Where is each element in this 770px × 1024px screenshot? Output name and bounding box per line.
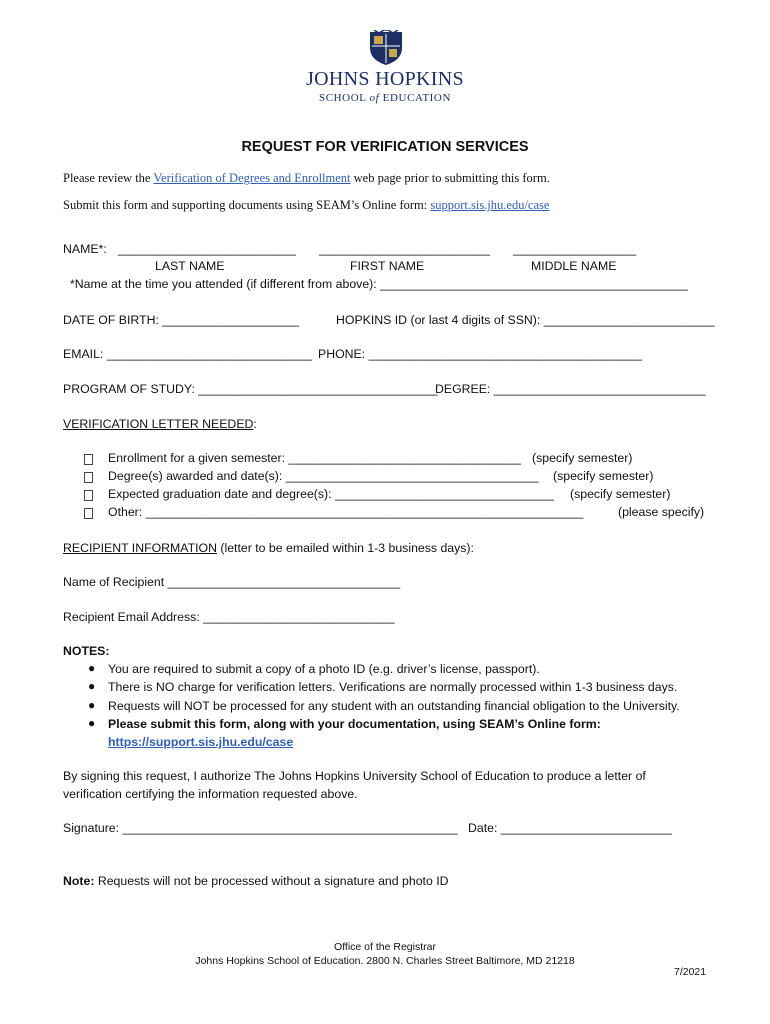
last-name-caption: LAST NAME [155,259,225,273]
logo-school [0,92,770,104]
option-note-2: (specify semester) [553,469,654,483]
note-item-4: Please submit this form, along with your documentation, using SEAM’s Online form: [108,717,601,731]
logo-school-of: of [369,92,380,104]
bullet-icon: ● [88,716,96,730]
name-label: NAME*: [63,242,107,256]
recipient-name-field[interactable]: Name of Recipient __________________________________ [63,575,401,589]
middle-name-field[interactable]: __________________ [513,242,637,256]
final-note-text: Requests will not be processed without a signature and photo ID [94,874,449,888]
intro2-prefix: Submit this form and supporting documents using SEAM’s Online form: [63,198,431,212]
seam-form-url-link[interactable]: https://support.sis.jhu.edu/case [108,735,294,749]
page-title: REQUEST FOR VERIFICATION SERVICES [241,139,529,155]
option-note-4: (please specify) [618,505,705,519]
option-label-4: Other: ________________________________________________________________ [108,505,584,519]
first-name-field[interactable]: _________________________ [319,242,490,256]
email-field[interactable]: EMAIL: ______________________________ [63,347,312,361]
footer-address: Johns Hopkins School of Education. 2800 N. Charles Street Baltimore, MD 21218 [195,955,575,967]
last-name-field[interactable]: __________________________ [118,242,296,256]
letter-heading-text: VERIFICATION LETTER NEEDED [63,417,254,431]
recipient-email-field[interactable]: Recipient Email Address: ____________________________ [63,610,395,624]
final-note [63,874,449,888]
option-note-3: (specify semester) [570,487,671,501]
phone-field[interactable]: PHONE: ________________________________________ [318,347,643,361]
signature-field[interactable]: Signature: _________________________________________________ [63,821,458,835]
final-note-label: Note: [63,874,95,888]
letter-heading [63,417,257,431]
footer-office: Office of the Registrar [334,941,436,953]
logo-school-b: EDUCATION [379,92,452,104]
option-label-1: Enrollment for a given semester: __________________________________ [108,451,521,465]
middle-name-caption: MIDDLE NAME [531,259,617,273]
logo-name: JOHNS HOPKINS [306,68,464,90]
intro-line-2 [63,198,549,213]
option-checkbox-3[interactable] [84,488,93,506]
date-field[interactable]: Date: _________________________ [468,821,672,835]
note-item-2: There is NO charge for verification letters. Verifications are normally processed within 1-3 business days. [108,680,678,694]
option-checkbox-1[interactable] [84,452,93,470]
prior-name-field[interactable]: *Name at the time you attended (if different from above): _____________________________________________ [70,277,688,291]
option-label-2: Degree(s) awarded and date(s): _____________________________________ [108,469,539,483]
degree-field[interactable]: DEGREE: _______________________________ [435,382,706,396]
footer-version: 7/2021 [674,966,707,978]
shield-logo-icon [366,30,406,66]
logo-school-a: SCHOOL [318,92,370,104]
recipient-heading [63,541,474,555]
hopkins-id-field[interactable]: HOPKINS ID (or last 4 digits of SSN): _________________________ [336,313,715,327]
first-name-caption: FIRST NAME [350,259,425,273]
option-checkbox-4[interactable] [84,506,93,524]
intro-suffix: web page prior to submitting this form. [350,171,550,185]
letter-heading-colon: : [253,417,257,431]
option-label-3: Expected graduation date and degree(s): ________________________________ [108,487,554,501]
bullet-icon: ● [88,661,96,675]
verification-page-link[interactable]: Verification of Degrees and Enrollment [153,171,351,185]
note-item-3: Requests will NOT be processed for any student with an outstanding financial obligation to the University. [108,699,680,713]
logo [0,30,770,110]
intro-prefix: Please review the [63,171,154,185]
program-field[interactable]: PROGRAM OF STUDY: ___________________________________ [63,382,438,396]
authorization-line-1: By signing this request, I authorize The Johns Hopkins University School of Education to produce a letter of [63,769,646,783]
authorization-line-2: verification certifying the information requested above. [63,787,358,801]
option-checkbox-2[interactable] [84,470,93,488]
notes-heading: NOTES: [63,644,110,658]
seam-form-link[interactable]: support.sis.jhu.edu/case [430,198,550,212]
recipient-heading-note: (letter to be emailed within 1-3 business days): [216,541,474,555]
recipient-heading-text: RECIPIENT INFORMATION [63,541,217,555]
intro-line-1 [63,171,550,186]
note-item-1: You are required to submit a copy of a photo ID (e.g. driver’s license, passport). [108,662,540,676]
dob-field[interactable]: DATE OF BIRTH: ____________________ [63,313,300,327]
bullet-icon: ● [88,698,96,712]
bullet-icon: ● [88,679,96,693]
option-note-1: (specify semester) [532,451,633,465]
